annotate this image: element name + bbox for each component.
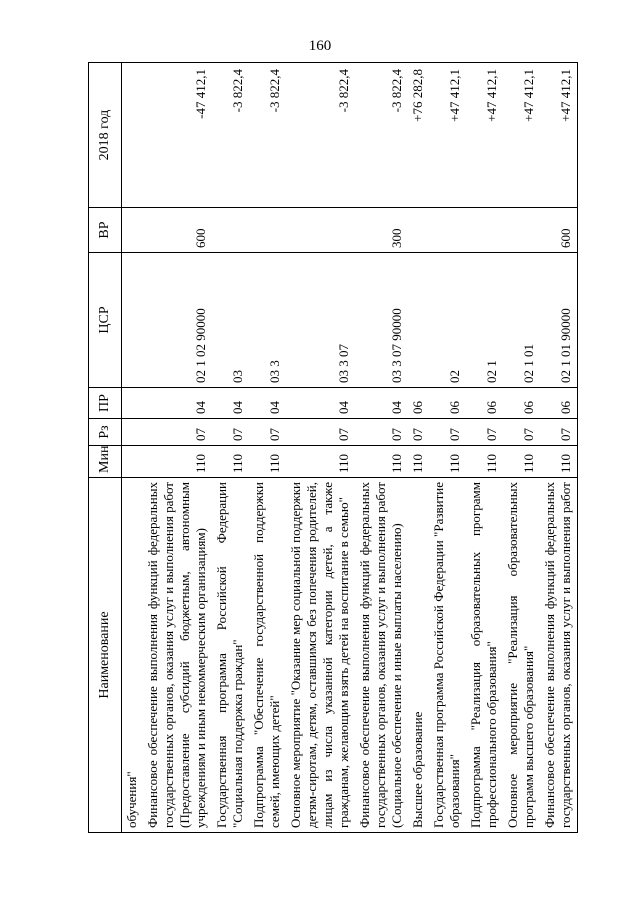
cell-rz: 07 <box>143 419 212 446</box>
cell-pr: 04 <box>249 388 286 419</box>
cell-csr <box>122 253 144 388</box>
cell-name: Подпрограмма "Реализация образовательных программ профессионального образования" <box>466 478 503 833</box>
table-row <box>408 63 429 833</box>
cell-vr <box>408 208 429 253</box>
budget-table <box>88 62 578 833</box>
cell-name: Финансовое обеспечение выполнения функций федеральных государственных органов, оказания услуг и выполнения работ <box>540 478 578 833</box>
cell-csr: 02 1 01 90000 <box>540 253 578 388</box>
cell-csr: 03 3 <box>249 253 286 388</box>
cell-name: Подпрограмма "Обеспечение государственной поддержки семей, имеющих детей" <box>249 478 286 833</box>
header-year: 2018 год <box>89 63 122 208</box>
table-row <box>122 63 144 833</box>
cell-rz: 07 <box>466 419 503 446</box>
table-row <box>540 63 578 833</box>
header-rz: Рз <box>89 419 122 446</box>
cell-pr: 06 <box>540 388 578 419</box>
cell-vr <box>466 208 503 253</box>
cell-pr: 04 <box>286 388 355 419</box>
cell-csr: 03 3 07 <box>286 253 355 388</box>
cell-amount <box>122 63 144 208</box>
cell-min: 110 <box>355 446 408 478</box>
cell-name: Высшее образование <box>408 478 429 833</box>
cell-pr: 06 <box>429 388 466 419</box>
cell-csr: 03 3 07 90000 <box>355 253 408 388</box>
cell-rz: 07 <box>503 419 540 446</box>
rotated-table-container <box>88 63 590 833</box>
table-row <box>503 63 540 833</box>
cell-pr: 04 <box>212 388 249 419</box>
cell-vr: 600 <box>143 208 212 253</box>
cell-name: обучения" <box>122 478 144 833</box>
cell-pr: 04 <box>355 388 408 419</box>
cell-min: 110 <box>249 446 286 478</box>
table-row <box>429 63 466 833</box>
cell-amount: +47 412,1 <box>540 63 578 208</box>
cell-csr <box>408 253 429 388</box>
table-row <box>355 63 408 833</box>
cell-min <box>122 446 144 478</box>
cell-csr: 02 1 <box>466 253 503 388</box>
table-header-row <box>89 63 122 833</box>
cell-name: Основное мероприятие "Оказание мер социальной поддержки детям-сиротам, детям, оставшимся без попечения родителей, лицам из числа указанной категории детей, а также гражданам, желающим взять детей на воспитание в семью" <box>286 478 355 833</box>
cell-rz <box>122 419 144 446</box>
cell-amount: -3 822,4 <box>212 63 249 208</box>
cell-vr: 600 <box>540 208 578 253</box>
cell-rz: 07 <box>429 419 466 446</box>
header-name: Наименование <box>89 478 122 833</box>
cell-name: Государственная программа Российской Федерации "Социальная поддержка граждан" <box>212 478 249 833</box>
cell-min: 110 <box>429 446 466 478</box>
header-vr: ВР <box>89 208 122 253</box>
cell-rz: 07 <box>355 419 408 446</box>
cell-amount: -47 412,1 <box>143 63 212 208</box>
cell-rz: 07 <box>408 419 429 446</box>
cell-csr: 02 1 01 <box>503 253 540 388</box>
table-row <box>466 63 503 833</box>
cell-amount: -3 822,4 <box>355 63 408 208</box>
header-csr: ЦСР <box>89 253 122 388</box>
cell-csr: 03 <box>212 253 249 388</box>
cell-pr: 06 <box>466 388 503 419</box>
table-row <box>212 63 249 833</box>
cell-rz: 07 <box>286 419 355 446</box>
cell-min: 110 <box>540 446 578 478</box>
cell-pr: 04 <box>143 388 212 419</box>
cell-rz: 07 <box>540 419 578 446</box>
cell-vr <box>429 208 466 253</box>
cell-csr: 02 <box>429 253 466 388</box>
cell-vr <box>503 208 540 253</box>
page-number: 160 <box>308 38 332 54</box>
header-min: Мин <box>89 446 122 478</box>
cell-min: 110 <box>408 446 429 478</box>
cell-vr <box>212 208 249 253</box>
cell-vr: 300 <box>355 208 408 253</box>
cell-pr <box>122 388 144 419</box>
cell-min: 110 <box>466 446 503 478</box>
header-pr: ПР <box>89 388 122 419</box>
cell-name: Финансовое обеспечение выполнения функций федеральных государственных органов, оказания услуг и выполнения работ (Социальное обеспечение и иные выплаты населению) <box>355 478 408 833</box>
cell-pr: 06 <box>408 388 429 419</box>
table-row <box>249 63 286 833</box>
cell-amount: -3 822,4 <box>249 63 286 208</box>
cell-amount: -3 822,4 <box>286 63 355 208</box>
cell-vr <box>122 208 144 253</box>
cell-min: 110 <box>286 446 355 478</box>
cell-min: 110 <box>143 446 212 478</box>
cell-vr <box>286 208 355 253</box>
table-row <box>286 63 355 833</box>
cell-rz: 07 <box>249 419 286 446</box>
table-row <box>143 63 212 833</box>
cell-rz: 07 <box>212 419 249 446</box>
cell-name: Государственная программа Российской Федерации "Развитие образования" <box>429 478 466 833</box>
cell-amount: +47 412,1 <box>503 63 540 208</box>
cell-name: Основное мероприятие "Реализация образовательных программ высшего образования" <box>503 478 540 833</box>
cell-amount: +76 282,8 <box>408 63 429 208</box>
cell-vr <box>249 208 286 253</box>
cell-amount: +47 412,1 <box>429 63 466 208</box>
cell-amount: +47 412,1 <box>466 63 503 208</box>
cell-min: 110 <box>212 446 249 478</box>
cell-name: Финансовое обеспечение выполнения функций федеральных государственных органов, оказания услуг и выполнения работ (Предоставление субсидий бюджетным, автономным учреждениям и иным некоммерческим организациям) <box>143 478 212 833</box>
cell-pr: 06 <box>503 388 540 419</box>
cell-min: 110 <box>503 446 540 478</box>
cell-csr: 02 1 02 90000 <box>143 253 212 388</box>
